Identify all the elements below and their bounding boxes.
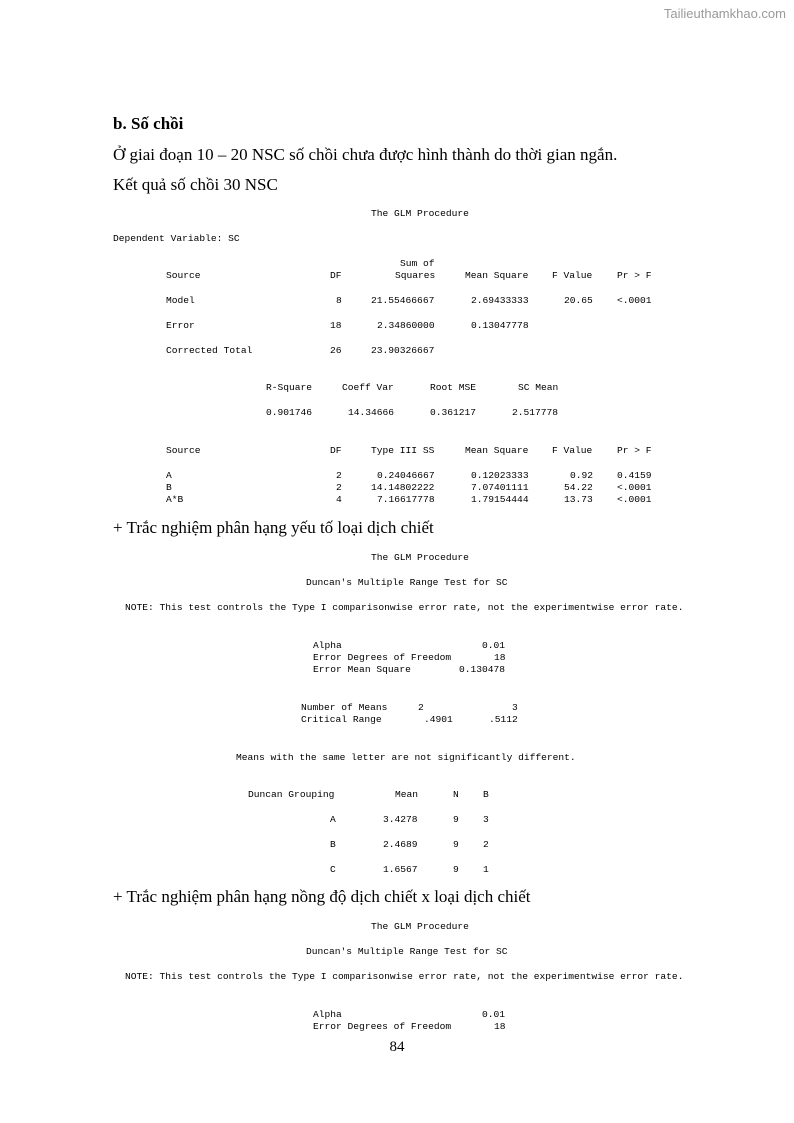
row-source: Corrected Total: [166, 345, 253, 356]
row-p: <.0001: [617, 295, 652, 306]
param-value: 0.01: [482, 640, 506, 651]
param-value: 18: [494, 1021, 506, 1032]
type3-col-source: Source: [166, 445, 201, 456]
anova-col-ss: Squares: [395, 270, 436, 281]
means-number: 2: [418, 702, 424, 713]
row-ss: 2.34860000: [377, 320, 435, 331]
anova-col-df: DF: [330, 270, 342, 281]
row-ss: 0.24046667: [377, 470, 435, 481]
group-n: 9: [453, 839, 459, 850]
group-col-mean: Mean: [395, 789, 419, 800]
param-value: 0.01: [482, 1009, 506, 1020]
param-label: Error Degrees of Freedom: [313, 1021, 452, 1032]
anova-col-ms: Mean Square: [465, 270, 529, 281]
row-df: 18: [330, 320, 342, 331]
anova-col-f: F Value: [552, 270, 593, 281]
group-col-grouping: Duncan Grouping: [248, 789, 335, 800]
group-n: 9: [453, 864, 459, 875]
row-ss: 14.14802222: [371, 482, 435, 493]
row-f: 13.73: [564, 494, 593, 505]
fit-col-rsq: R-Square: [266, 382, 313, 393]
dependent-variable: Dependent Variable: SC: [113, 233, 240, 244]
page-number: 84: [389, 1039, 405, 1055]
group-b: 3: [483, 814, 489, 825]
row-source: A: [166, 470, 172, 481]
row-source: A*B: [166, 494, 184, 505]
duncan-title: Duncan's Multiple Range Test for SC: [306, 946, 508, 957]
param-label: Error Degrees of Freedom: [313, 652, 452, 663]
anova-header-sumof: Sum of: [400, 258, 435, 269]
group-letter: C: [330, 864, 336, 875]
anova-col-source: Source: [166, 270, 201, 281]
duncan-note: NOTE: This test controls the Type I comparisonwise error rate, not the experimentwise error rate.: [125, 602, 684, 613]
row-p: <.0001: [617, 482, 652, 493]
group-mean: 1.6567: [383, 864, 418, 875]
fit-cv: 14.34666: [348, 407, 395, 418]
group-mean: 3.4278: [383, 814, 418, 825]
row-source: B: [166, 482, 172, 493]
watermark: Tailieuthamkhao.com: [663, 6, 786, 21]
row-df: 2: [336, 470, 342, 481]
row-f: 0.92: [570, 470, 594, 481]
param-label: Alpha: [313, 1009, 342, 1020]
fit-col-mean: SC Mean: [518, 382, 559, 393]
group-mean: 2.4689: [383, 839, 418, 850]
type3-col-ss: Type III SS: [371, 445, 435, 456]
row-df: 8: [336, 295, 342, 306]
param-value: 0.130478: [459, 664, 506, 675]
type3-col-f: F Value: [552, 445, 593, 456]
type3-col-df: DF: [330, 445, 342, 456]
row-p: 0.4159: [617, 470, 652, 481]
row-p: <.0001: [617, 494, 652, 505]
row-ms: 2.69433333: [471, 295, 529, 306]
row-source: Error: [166, 320, 195, 331]
row-f: 20.65: [564, 295, 593, 306]
group-n: 9: [453, 814, 459, 825]
glm-procedure-title: The GLM Procedure: [371, 208, 469, 219]
group-col-n: N: [453, 789, 459, 800]
fit-rsq: 0.901746: [266, 407, 313, 418]
row-ms: 0.12023333: [471, 470, 529, 481]
param-label: Error Mean Square: [313, 664, 411, 675]
group-b: 1: [483, 864, 489, 875]
glm-procedure-title: The GLM Procedure: [371, 552, 469, 563]
section-heading: + Trắc nghiệm phân hạng nồng độ dịch chiết x loại dịch chiết: [113, 887, 531, 906]
section-heading: + Trắc nghiệm phân hạng yếu tố loại dịch chiết: [113, 518, 434, 537]
row-f: 54.22: [564, 482, 593, 493]
row-ss: 7.16617778: [377, 494, 435, 505]
row-ms: 0.13047778: [471, 320, 529, 331]
fit-rmse: 0.361217: [430, 407, 477, 418]
row-source: Model: [166, 295, 195, 306]
row-ms: 1.79154444: [471, 494, 529, 505]
number-of-means-label: Number of Means: [301, 702, 388, 713]
row-df: 4: [336, 494, 342, 505]
means-number: 3: [512, 702, 518, 713]
paragraph: Ở giai đoạn 10 – 20 NSC số chồi chưa được hình thành do thời gian ngắn.: [113, 145, 618, 164]
duncan-note: NOTE: This test controls the Type I comparisonwise error rate, not the experimentwise error rate.: [125, 971, 684, 982]
group-letter: B: [330, 839, 336, 850]
duncan-title: Duncan's Multiple Range Test for SC: [306, 577, 508, 588]
fit-col-cv: Coeff Var: [342, 382, 394, 393]
type3-col-ms: Mean Square: [465, 445, 529, 456]
type3-col-p: Pr > F: [617, 445, 652, 456]
section-title: b. Số chồi: [113, 114, 184, 133]
row-df: 2: [336, 482, 342, 493]
glm-procedure-title: The GLM Procedure: [371, 921, 469, 932]
anova-col-p: Pr > F: [617, 270, 652, 281]
row-ss: 23.90326667: [371, 345, 435, 356]
row-ms: 7.07401111: [471, 482, 529, 493]
same-letter-note: Means with the same letter are not significantly different.: [236, 752, 576, 763]
paragraph: Kết quả số chồi 30 NSC: [113, 175, 278, 194]
row-df: 26: [330, 345, 342, 356]
fit-mean: 2.517778: [512, 407, 559, 418]
param-label: Alpha: [313, 640, 342, 651]
group-b: 2: [483, 839, 489, 850]
group-col-b: B: [483, 789, 489, 800]
param-value: 18: [494, 652, 506, 663]
critical-range-label: Critical Range: [301, 714, 382, 725]
critical-range: .4901: [424, 714, 453, 725]
fit-col-rmse: Root MSE: [430, 382, 477, 393]
critical-range: .5112: [489, 714, 518, 725]
group-letter: A: [330, 814, 336, 825]
row-ss: 21.55466667: [371, 295, 435, 306]
